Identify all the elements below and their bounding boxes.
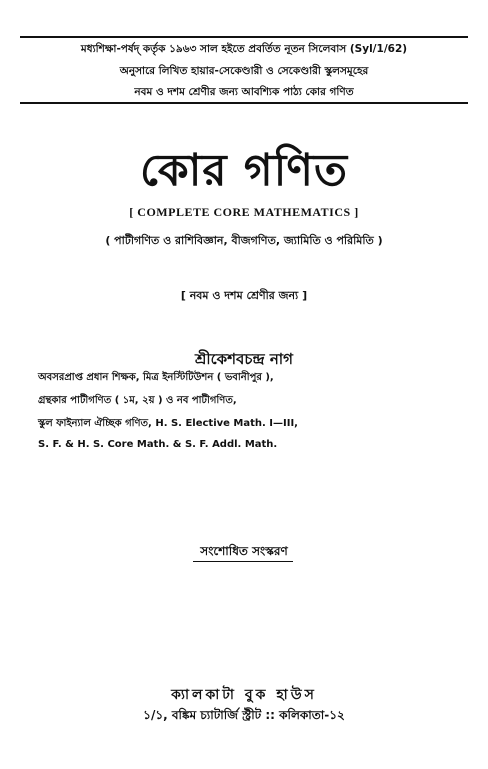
author-name: শ্রীকেশবচন্দ্র নাগ xyxy=(195,350,293,368)
subtitle-english: [ COMPLETE CORE MATHEMATICS ] xyxy=(129,205,359,219)
publisher-name: ক্যালকাটা বুক হাউস xyxy=(171,687,317,703)
header-line-2: অনুসারে লিখিত হায়ার-সেকেণ্ডারী ও সেকেণ্ডারী স্কুলসমূহের xyxy=(119,65,369,77)
author-credential-4: S. F. & H. S. Core Math. & S. F. Addl. Math. xyxy=(38,439,278,450)
edition-label: সংশোধিত সংস্করণ xyxy=(200,544,288,558)
book-title: কোর গণিত xyxy=(140,145,348,196)
author-credential-1: অবসরপ্রাপ্ত প্রধান শিক্ষক, মিত্র ইনস্টিটিউশন ( ভবানীপুর ), xyxy=(38,372,274,383)
publisher-address: ১/১, বঙ্কিম চ্যাটার্জি স্ট্রীট :: কলিকাতা-১২ xyxy=(143,708,345,722)
author-credential-2: গ্রন্থকার পাটীগণিত ( ১ম, ২য় ) ও নব পাটীগণিত, xyxy=(38,395,237,406)
author-credential-3: স্কুল ফাইন্যাল ঐচ্ছিক গণিত, H. S. Elective Math. I—III, xyxy=(38,418,298,429)
header-line-3: নবম ও দশম শ্রেণীর জন্য আবশ্যিক পাঠ্য কোর গণিত xyxy=(134,86,354,98)
header-line-1: মধ্যশিক্ষা-পর্ষদ্ কর্তৃক ১৯৬৩ সাল হইতে প্রবর্তিত নূতন সিলেবাস (Syl/1/62) xyxy=(80,43,408,55)
edition-underline xyxy=(193,561,293,562)
subtitle-bengali: ( পাটীগণিত ও রাশিবিজ্ঞান, বীজগণিত, জ্যামিতি ও পরিমিতি ) xyxy=(105,234,383,247)
class-designation: [ নবম ও দশম শ্রেণীর জন্য ] xyxy=(180,289,308,302)
